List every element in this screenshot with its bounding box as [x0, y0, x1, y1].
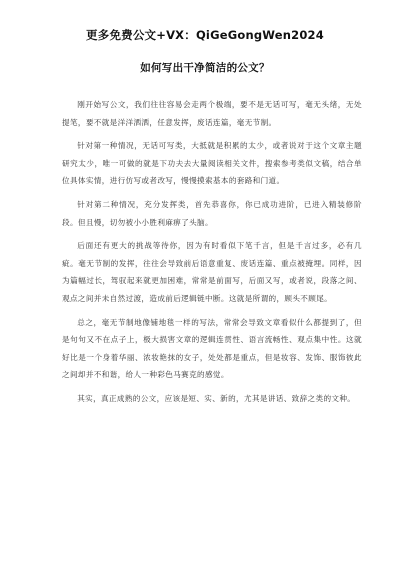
paragraph: 针对第二种情况，充分发挥类，首先恭喜你，你已成功进阶，已进入精装修阶段。但且慢，切勿被小小胜利麻痹了头脑。	[62, 199, 362, 227]
paragraph: 针对第一种情况，无话可写类，大抵就是积累的太少，或者说对于这个文章主题研究太少，唯一可做的就是下功夫去大量阅读相关文件，搜索参考类似文稿，结合单位具体实情，进行仿写或者改写，慢慢摸索基本的套路和门道。	[62, 141, 362, 186]
document-body	[62, 96, 362, 408]
paragraph: 其实，真正成熟的公文，应该是短、实、新的，尤其是讲话、致辞之类的文种。	[77, 393, 356, 403]
paragraph: 总之，毫无节制地像铺地毯一样的写法，常常会导致文章看似什么都提到了，但是句句又不在点子上，极大损害文章的逻辑连贯性、语言流畅性、观点集中性。这就好比是一个身着华丽、浓妆艳抹的女子，处处都是重点，但是妆容、发饰、服饰彼此之间却并不和谐，给人一种彩色马赛克的感觉。	[62, 317, 362, 380]
paragraph: 刚开始写公文，我们往往容易会走两个极端，要不是无话可写，毫无头绪，无处提笔，要不就是洋洋洒洒，任意发挥，废话连篇，毫无节制。	[62, 100, 362, 127]
watermark-header: 更多免费公文+VX：QiGeGongWen2024	[86, 28, 324, 42]
document-title: 如何写出干净简洁的公文？	[140, 62, 270, 74]
paragraph: 后面还有更大的挑战等待你，因为有时看似下笔千言，但是千言过多，必有几疵。毫无节制的发挥，往往会导致前后语意重复、废话连篇、重点被掩埋。同样，因为篇幅过长，驾驭起来就更加困难，常常是前面写，后面又写，或者说，段落之间、观点之间并未自然过渡，造成前后逻辑链中断。这就是所谓的，顾头不顾尾。	[62, 241, 362, 303]
